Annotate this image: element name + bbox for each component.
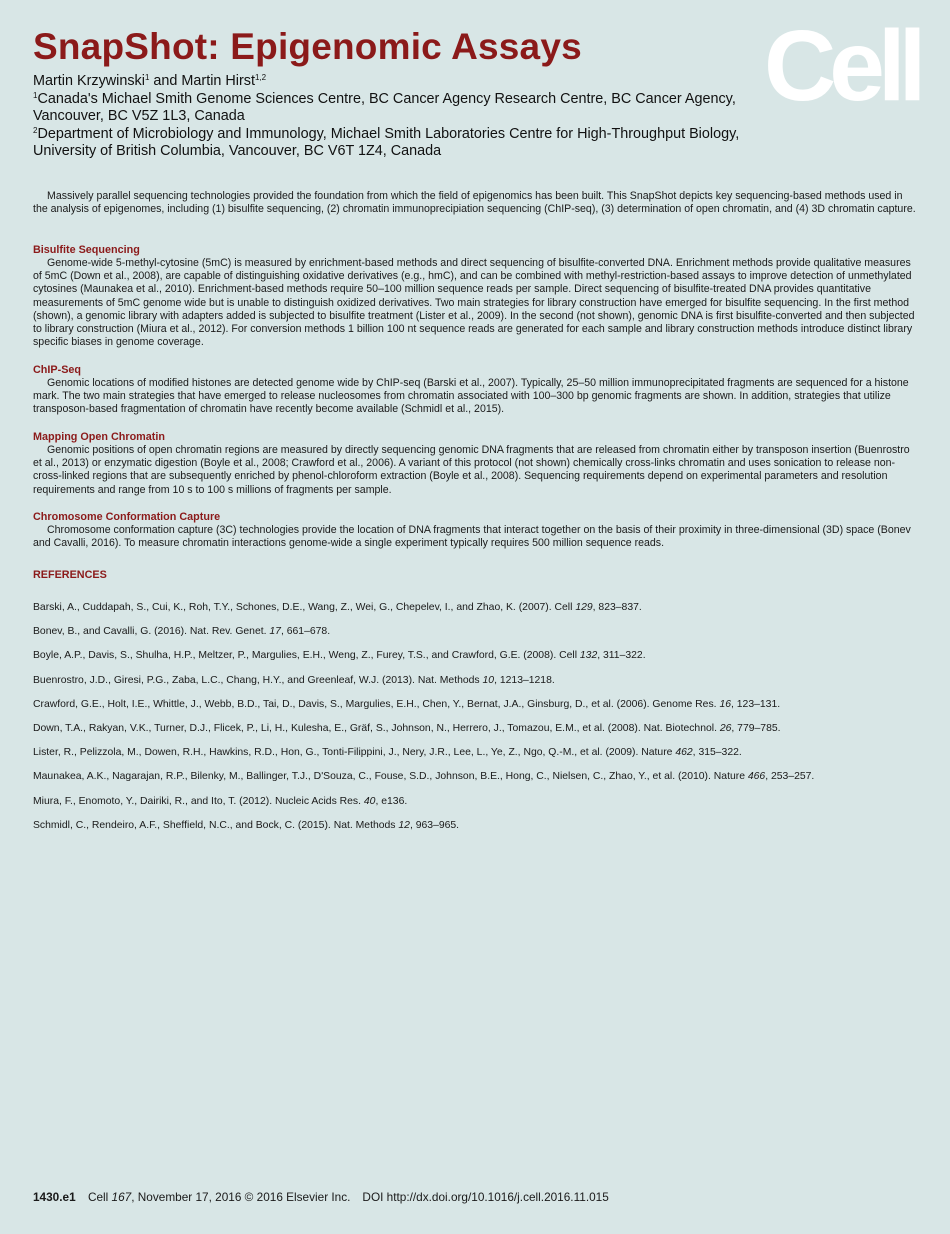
journal-volume: 167 <box>111 1190 132 1204</box>
section-body: Chromosome conformation capture (3C) technologies provide the location of DNA fragments that interact together on the basis of their proximity in three-dimensional (3D) space (Bonev and Cavalli, 2016). To measure chromatin interactions genome-wide a single experiment typically requires 500 million sequence reads. <box>33 524 911 550</box>
reference-volume: 10 <box>482 674 495 686</box>
reference-pages: , 253–257. <box>765 771 815 783</box>
reference-pages: , 823–837. <box>592 602 642 613</box>
doi-link[interactable]: DOI http://dx.doi.org/10.1016/j.cell.2016.11.015 <box>362 1190 609 1204</box>
section-heading: Mapping Open Chromatin <box>33 431 165 443</box>
reference-volume: 462 <box>675 747 693 759</box>
reference-text: Boyle, A.P., Davis, S., Shulha, H.P., Meltzer, P., Margulies, E.H., Weng, Z., Furey, T.S., and Crawford, G.E. (2008). Cell <box>33 650 580 662</box>
reference-pages: , 661–678. <box>280 626 331 638</box>
affiliation-number: 1 <box>33 90 38 100</box>
section-heading: Chromosome Conformation Capture <box>33 511 221 523</box>
reference-pages: , 1213–1218. <box>494 674 555 686</box>
reference-pages: , 779–785. <box>731 722 781 734</box>
author-block <box>33 73 773 161</box>
reference-volume: 17 <box>269 626 281 638</box>
page-number: 1430.e1 <box>33 1190 76 1204</box>
section-chip-seq <box>33 364 917 417</box>
reference-volume: 12 <box>398 819 410 831</box>
cell-logo: Cell <box>764 10 920 122</box>
intro-paragraph: Massively parallel sequencing technologies provided the foundation from which the field of epigenomics has been built. This SnapShot depicts key sequencing-based methods used in the analysis of epigenomes, including (1) bisulfite sequencing, (2) chromatin immunoprecipiation sequencing (ChIP-seq), (3) determination of open chromatin, and (4) 3D chromatin capture. <box>33 190 916 216</box>
author-line <box>33 73 773 91</box>
page-footer <box>33 1190 609 1204</box>
section-heading: ChIP-Seq <box>33 364 81 376</box>
author-name: Martin Krzywinski <box>33 73 145 89</box>
reference-item <box>33 770 917 794</box>
page-title: SnapShot: Epigenomic Assays <box>33 26 582 67</box>
references-heading: REFERENCES <box>33 569 107 581</box>
reference-item <box>33 746 917 770</box>
author-name: Martin Hirst <box>181 73 255 89</box>
reference-item <box>33 698 917 722</box>
reference-volume: 40 <box>363 795 376 807</box>
reference-text: Lister, R., Pelizzola, M., Dowen, R.H., Hawkins, R.D., Hon, G., Tonti-Filippini, J., Nery, J.R., Lee, L., Ye, Z., Ngo, Q.-M., et al. (2009). Nature <box>33 747 676 759</box>
reference-item <box>33 722 917 746</box>
section-open-chromatin <box>33 431 917 497</box>
affiliation-1 <box>33 91 773 109</box>
reference-volume: 129 <box>575 602 593 613</box>
reference-text: Barski, A., Cuddapah, S., Cui, K., Roh, T.Y., Schones, D.E., Wang, Z., Wei, G., Chepelev, I., and Zhao, K. (2007). Cell <box>33 602 576 613</box>
author-affiliation-mark: 1,2 <box>254 73 267 82</box>
reference-text: Down, T.A., Rakyan, V.K., Turner, D.J., Flicek, P., Li, H., Kulesha, E., Gräf, S., Johnson, N., Herrero, J., Tomazou, E.M., et al. (2008). Nat. Biotechnol. <box>33 722 720 734</box>
affiliation-2 <box>33 126 773 144</box>
section-body: Genomic locations of modified histones are detected genome wide by ChIP-seq (Barski et al., 2007). Typically, 25–50 million immunoprecipitated fragments are sequenced for a histone mark. The two main strategies that have emerged to release nucleosomes from chromatin associated with 100–300 bp genomic fragments are shown. In addition, strategies that utilize transposon-based fragmentation of chromatin have recently become available (Schmidl et al., 2015). <box>33 377 909 416</box>
reference-pages: , 963–965. <box>409 819 460 831</box>
section-chromosome-conformation <box>33 511 917 550</box>
section-bisulfite <box>33 244 917 349</box>
reference-item <box>33 625 917 649</box>
author-conjunction: and <box>149 73 182 89</box>
reference-item <box>33 795 917 819</box>
journal-name: Cell <box>87 1190 112 1204</box>
section-body: Genomic positions of open chromatin regions are measured by directly sequencing genomic DNA fragments that are released from chromatin either by transposon insertion (Buenrostro et al., 2013) or enzymatic digestion (Boyle et al., 2008; Crawford et al., 2006). A variant of this protocol (not shown) chemically cross-links chromatin and uses sonication to release non-cross-linked regions that are subsequently enriched by phenol-chloroform extraction (Boyle et al., 2008). Sequencing requirements depend on experimental parameters and resolution requirements and range from 10 s to 100 s millions of fragments per sample. <box>33 444 910 496</box>
reference-text: Bonev, B., and Cavalli, G. (2016). Nat. Rev. Genet. <box>33 626 270 638</box>
reference-pages: , e136. <box>375 795 408 807</box>
reference-text: Crawford, G.E., Holt, I.E., Whittle, J., Webb, B.D., Tai, D., Davis, S., Margulies, E.H., Chen, Y., Bernat, J.A., Ginsburg, D., et al. (2006). Genome Res. <box>33 698 720 710</box>
reference-volume: 466 <box>747 771 766 783</box>
reference-text: Maunakea, A.K., Nagarajan, R.P., Bilenky, M., Ballinger, T.J., D'Souza, C., Fouse, S.D., Johnson, B.E., Hong, C., Nielsen, C., Zhao, Y., et al. (2010). Nature <box>33 771 748 783</box>
reference-pages: , 315–322. <box>692 747 742 759</box>
affiliation-2-cont: University of British Columbia, Vancouver, BC V6T 1Z4, Canada <box>33 143 442 160</box>
reference-text: Schmidl, C., Rendeiro, A.F., Sheffield, N.C., and Bock, C. (2015). Nat. Methods <box>33 819 399 831</box>
affiliation-text: Canada's Michael Smith Genome Sciences Centre, BC Cancer Agency Research Centre, BC Cancer Agency, <box>37 90 736 107</box>
affiliation-1-cont: Vancouver, BC V5Z 1L3, Canada <box>33 108 245 125</box>
reference-volume: 16 <box>719 698 731 710</box>
reference-item <box>33 649 917 673</box>
reference-pages: , 311–322. <box>597 650 646 662</box>
section-heading: Bisulfite Sequencing <box>33 244 140 256</box>
affiliation-text: Department of Microbiology and Immunology, Michael Smith Laboratories Centre for High-Throughput Biology, <box>37 125 740 142</box>
reference-item <box>33 674 917 698</box>
reference-volume: 26 <box>719 722 732 734</box>
references-list <box>33 601 917 843</box>
affiliation-number: 2 <box>33 125 38 135</box>
journal-date: , November 17, 2016 © 2016 Elsevier Inc. <box>131 1190 351 1204</box>
reference-item <box>33 819 917 843</box>
reference-volume: 132 <box>579 650 598 662</box>
reference-item <box>33 601 917 625</box>
author-affiliation-mark: 1 <box>144 73 150 82</box>
reference-pages: , 123–131. <box>731 698 781 710</box>
reference-text: Miura, F., Enomoto, Y., Dairiki, R., and Ito, T. (2012). Nucleic Acids Res. <box>33 795 364 807</box>
section-body: Genome-wide 5-methyl-cytosine (5mC) is measured by enrichment-based methods and direct sequencing of bisulfite-converted DNA. Enrichment methods provide qualitative measures of 5mC (Down et al., 2008), are capable of distinguishing oxidative derivatives (e.g., hmC), and can be combined with methyl-restriction-based assays to improve detection of unmethylated cytosines (Maunakea et al., 2010). Enrichment-based methods require 50–100 million sequence reads per sample. Direct sequencing of bisulfite-treated DNA provides quantitative measurements of 5mC genome wide but is unable to distinguish oxidized derivatives. Two main strategies for library construction have emerged for bisulfite sequencing. In the first method (shown), a genomic library with adapters added is subjected to bisulfite treatment (Lister et al., 2009). In the second (not shown), genomic DNA is first bisulfite-converted and then subjected to library construction (Miura et al., 2012). For conversion methods 1 billion 100 nt sequence reads are generated for each sample and library construction methods introduce distinct library specific biases in genome coverage. <box>33 257 915 349</box>
reference-text: Buenrostro, J.D., Giresi, P.G., Zaba, L.C., Chang, H.Y., and Greenleaf, W.J. (2013). Nat. Methods <box>33 674 483 686</box>
